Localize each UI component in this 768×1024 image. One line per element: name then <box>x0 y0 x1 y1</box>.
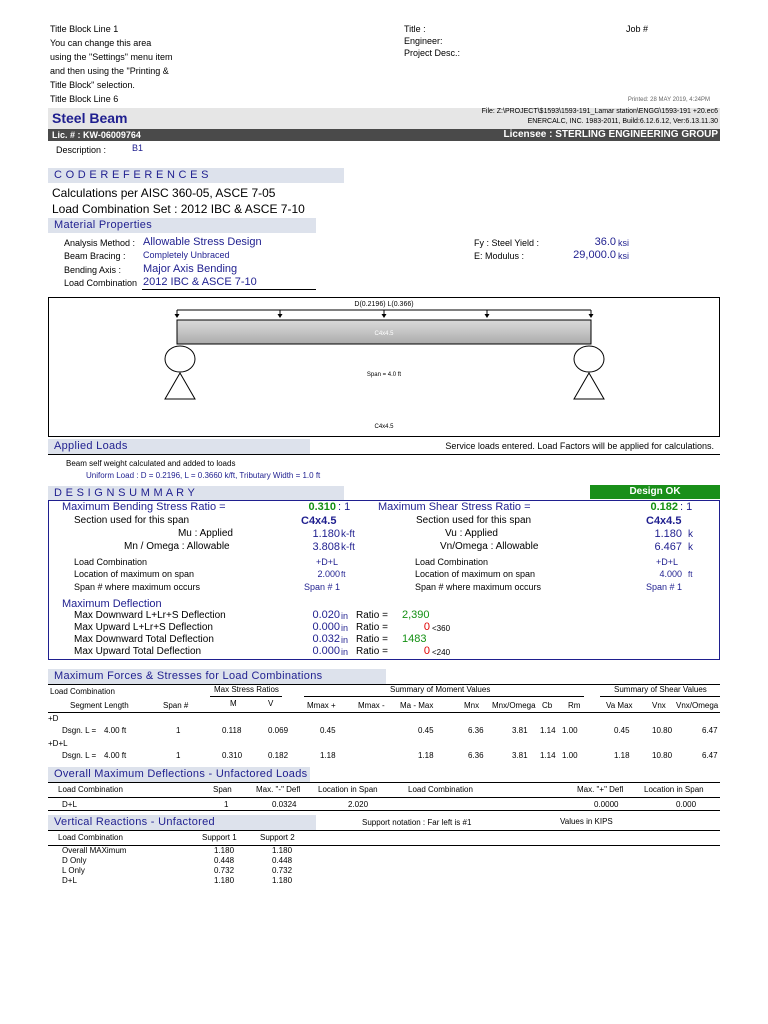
mu-unit: k-ft <box>341 529 355 540</box>
defl-row-max-pos: 0.0000 <box>594 800 619 809</box>
deflection-ratio-value: 1483 <box>402 633 427 645</box>
forces-col-mnx-omega: Mnx/Omega <box>492 701 536 710</box>
defl-col-location: Location in Span <box>318 785 378 794</box>
forces-col-mmax-minus: Mmax - <box>358 701 385 710</box>
defl-row-combination: D+L <box>62 800 77 809</box>
bending-axis-label: Bending Axis : <box>64 265 122 275</box>
deflection-unit: in <box>341 647 349 657</box>
forces-row-va-max: 1.18 <box>614 751 630 760</box>
deflection-ratio-label: Ratio = <box>356 622 388 633</box>
bending-ratio-suffix: : 1 <box>338 501 351 513</box>
reactions-row-support-2: 1.180 <box>272 876 293 885</box>
shear-section-used-value: C4x4.5 <box>646 515 682 527</box>
reactions-top-rule <box>48 830 720 831</box>
forces-col-segment: Segment Length <box>70 701 129 710</box>
forces-row-v: 0.182 <box>268 751 289 760</box>
right-support <box>574 346 604 399</box>
vu-value: 1.180 <box>654 528 682 540</box>
reactions-row-combination: D+L <box>62 876 77 885</box>
load-arrows <box>175 310 594 318</box>
fy-value: 36.0 <box>594 236 616 248</box>
defl-col-max-neg: Max. "-" Defl <box>256 785 301 794</box>
shear-location-label: Location of maximum on span <box>415 569 536 579</box>
title-block-line-5: Title Block" selection. <box>50 80 135 90</box>
deflections-top-rule <box>48 782 720 783</box>
beam-bracing-value: Completely Unbraced <box>143 250 230 260</box>
deflection-label: Max Downward Total Deflection <box>74 634 214 645</box>
fy-unit: ksi <box>618 238 629 248</box>
shear-location-value: 4.000 <box>659 569 682 579</box>
forces-row-ma-max: 1.18 <box>418 751 434 760</box>
section-label: C4x4.5 <box>374 424 394 430</box>
deflection-ratio-limit: <360 <box>432 624 451 633</box>
vu-label: Vu : Applied <box>444 528 498 539</box>
forces-row-length: 4.00 ft <box>104 751 127 760</box>
applied-loads-header <box>48 439 310 454</box>
reactions-row-support-1: 1.180 <box>214 846 235 855</box>
forces-col-rm: Rm <box>568 701 581 710</box>
reactions-row-combination: Overall MAXimum <box>62 846 127 855</box>
deflection-label: Max Upward L+Lr+S Deflection <box>74 622 213 633</box>
react-col-support-2: Support 2 <box>260 833 295 842</box>
code-references-line-2: Load Combination Set : 2012 IBC & ASCE 7-10 <box>52 202 305 216</box>
self-weight-note: Beam self weight calculated and added to loads <box>66 459 236 468</box>
deflection-label: Max Upward Total Deflection <box>74 646 202 657</box>
deflection-unit: in <box>341 611 349 621</box>
load-combination-label: Load Combination <box>64 278 138 288</box>
react-col-load-combination: Load Combination <box>58 833 123 842</box>
forces-row-vnx-omega: 6.47 <box>702 751 718 760</box>
vn-label: Vn/Omega : Allowable <box>440 541 539 552</box>
shear-section-used-label: Section used for this span <box>416 515 532 526</box>
forces-row-m: 0.310 <box>222 751 243 760</box>
forces-header-rule <box>48 712 720 713</box>
bending-location-label: Location of maximum on span <box>74 569 195 579</box>
deflection-ratio-limit: <240 <box>432 648 451 657</box>
design-ok-badge: Design OK <box>590 485 720 499</box>
defl-col-max-pos: Max. "+" Defl <box>577 785 624 794</box>
deflection-label: Max Downward L+Lr+S Deflection <box>74 610 226 621</box>
reactions-header-rule <box>48 845 720 846</box>
defl-col-load-combination-2: Load Combination <box>408 785 473 794</box>
beam-label: C4x4.5 <box>374 331 394 337</box>
shear-span-label: Span # where maximum occurs <box>415 582 542 592</box>
mn-value: 3.808 <box>312 541 340 553</box>
forces-col-vnx: Vnx <box>652 701 666 710</box>
project-desc-label: Project Desc.: <box>404 48 461 58</box>
forces-col-mmax-plus: Mmax + <box>307 701 336 710</box>
deflection-ratio-value: 0 <box>423 621 430 633</box>
forces-col-vnx-omega: Vnx/Omega <box>676 701 719 710</box>
forces-row-mnx-omega: 3.81 <box>512 751 528 760</box>
engineer-label: Engineer: <box>404 36 443 46</box>
support-notation: Support notation : Far left is #1 <box>362 818 472 827</box>
material-properties-title: Material Properties <box>54 219 153 231</box>
defl-col-span: Span <box>213 785 232 794</box>
forces-row-combination: +D+L <box>48 739 68 748</box>
defl-row-location: 2.020 <box>348 800 369 809</box>
forces-col-span: Span # <box>163 701 189 710</box>
shear-load-combination-value: +D+L <box>656 557 679 567</box>
printed-date: Printed: 28 MAY 2019, 4:24PM <box>627 97 710 103</box>
forces-row-length: 4.00 ft <box>104 726 127 735</box>
forces-row-cb: 1.14 <box>540 751 556 760</box>
forces-row-cb: 1.14 <box>540 726 556 735</box>
shear-load-combination-label: Load Combination <box>415 557 489 567</box>
max-deflection-title: Maximum Deflection <box>62 598 162 610</box>
job-label: Job # <box>626 24 649 34</box>
deflection-value: 0.020 <box>312 609 340 621</box>
reactions-row-support-2: 0.448 <box>272 856 293 865</box>
reactions-row-support-2: 1.180 <box>272 846 293 855</box>
title-block-line-2: You can change this area <box>50 38 152 48</box>
deflection-value: 0.032 <box>312 633 340 645</box>
deflections-header <box>48 767 310 782</box>
defl-row-span: 1 <box>224 800 229 809</box>
deflection-value: 0.000 <box>312 621 340 633</box>
analysis-method-label: Analysis Method : <box>64 238 136 248</box>
forces-row-v: 0.069 <box>268 726 289 735</box>
forces-row-span: 1 <box>176 751 181 760</box>
vn-value: 6.467 <box>654 541 682 553</box>
reactions-row-combination: L Only <box>62 866 85 875</box>
file-path: File: Z:\PROJECT\$1593\1593-191_Lamar station\ENGG\1593-191 +20.ec6 <box>481 108 718 115</box>
title-block-line-3: using the "Settings" menu item <box>50 52 173 62</box>
beam-diagram-svg <box>49 298 719 436</box>
e-modulus-label: E: Modulus : <box>474 251 525 261</box>
forces-col-v: V <box>268 699 274 708</box>
reactions-row-support-1: 0.732 <box>214 866 235 875</box>
applied-loads-note: Service loads entered. Load Factors will be applied for calculations. <box>445 441 714 451</box>
react-col-support-1: Support 1 <box>202 833 237 842</box>
deflection-ratio-value: 2,390 <box>402 609 430 621</box>
code-references-line-1: Calculations per AISC 360-05, ASCE 7-05 <box>52 186 276 200</box>
deflection-ratio-label: Ratio = <box>356 646 388 657</box>
forces-row-mmax-plus: 1.18 <box>320 751 336 760</box>
mu-value: 1.180 <box>312 528 340 540</box>
forces-col-mnx: Mnx <box>464 701 480 710</box>
applied-loads-rule <box>48 454 720 455</box>
deflection-ratio-label: Ratio = <box>356 610 388 621</box>
forces-moment-subrule <box>304 696 584 697</box>
forces-row-va-max: 0.45 <box>614 726 630 735</box>
deflections-header-rule <box>48 797 720 798</box>
bending-ratio-value: 0.310 <box>308 501 336 513</box>
page-title: Steel Beam <box>52 110 128 126</box>
load-label: D(0.2196) L(0.366) <box>354 301 414 308</box>
applied-loads-title: Applied Loads <box>54 440 128 452</box>
bending-load-combination-label: Load Combination <box>74 557 148 567</box>
deflections-bottom-rule <box>48 810 720 811</box>
forces-header <box>48 669 386 684</box>
forces-row-span: 1 <box>176 726 181 735</box>
title-label: Title : <box>404 24 426 34</box>
forces-row-segment: Dsgn. L = <box>62 751 97 760</box>
forces-row-m: 0.118 <box>222 726 242 735</box>
vn-unit: k <box>688 542 693 553</box>
material-properties-header <box>48 218 316 233</box>
bending-span-label: Span # where maximum occurs <box>74 582 201 592</box>
reactions-row-support-2: 0.732 <box>272 866 293 875</box>
bending-location-value: 2.000 <box>317 569 340 579</box>
forces-stress-subrule <box>210 696 282 697</box>
shear-location-unit: ft <box>688 570 693 579</box>
reactions-row-support-1: 1.180 <box>214 876 235 885</box>
defl-row-max-neg: 0.0324 <box>272 800 297 809</box>
fy-label: Fy : Steel Yield : <box>474 238 540 248</box>
deflection-value: 0.000 <box>312 645 340 657</box>
left-support <box>165 346 195 399</box>
title-block-line-6: Title Block Line 6 <box>50 94 119 104</box>
bending-location-unit: ft <box>341 570 346 579</box>
enercalc-build: ENERCALC, INC. 1983-2011, Build:6.12.6.12, Ver:6.13.11.30 <box>527 118 718 125</box>
load-combination-value: 2012 IBC & ASCE 7-10 <box>143 276 257 288</box>
description-value: B1 <box>132 143 144 153</box>
forces-row-vnx: 10.80 <box>652 751 673 760</box>
licensee: Licensee : STERLING ENGINEERING GROUP <box>503 129 718 140</box>
defl-col-load-combination: Load Combination <box>58 785 123 794</box>
title-block-line-4: and then using the "Printing & <box>50 66 169 76</box>
shear-span-value: Span # 1 <box>646 582 683 592</box>
reactions-title: Vertical Reactions - Unfactored <box>54 816 215 828</box>
deflection-unit: in <box>341 623 349 633</box>
code-references-title: C O D E R E F E R E N C E S <box>54 169 209 181</box>
reactions-row-support-1: 0.448 <box>214 856 235 865</box>
deflection-ratio-value: 0 <box>423 645 430 657</box>
forces-col-va-max: Va Max <box>606 701 633 710</box>
bending-load-combination-value: +D+L <box>316 557 339 567</box>
defl-col-location-2: Location in Span <box>644 785 704 794</box>
forces-row-rm: 1.00 <box>562 751 578 760</box>
shear-ratio-suffix: : 1 <box>680 501 693 513</box>
forces-col-shear-summary: Summary of Shear Values <box>614 685 707 694</box>
shear-ratio-label: Maximum Shear Stress Ratio = <box>378 501 531 513</box>
bending-span-value: Span # 1 <box>304 582 341 592</box>
reactions-row-combination: D Only <box>62 856 87 865</box>
bending-section-used-value: C4x4.5 <box>301 515 337 527</box>
forces-shear-subrule <box>600 696 720 697</box>
deflection-ratio-label: Ratio = <box>356 634 388 645</box>
forces-row-vnx-omega: 6.47 <box>702 726 718 735</box>
forces-row-segment: Dsgn. L = <box>62 726 97 735</box>
mu-label: Mu : Applied <box>177 528 233 539</box>
shear-ratio-value: 0.182 <box>650 501 678 513</box>
forces-col-ma-max: Ma - Max <box>400 701 434 710</box>
beam-diagram <box>48 297 720 437</box>
forces-row-mnx: 6.36 <box>468 751 484 760</box>
uniform-load: Uniform Load : D = 0.2196, L = 0.3660 k/ft, Tributary Width = 1.0 ft <box>86 471 321 480</box>
forces-row-mmax-plus: 0.45 <box>320 726 336 735</box>
values-in-kips: Values in KIPS <box>560 817 613 826</box>
e-modulus-value: 29,000.0 <box>573 249 616 261</box>
forces-row-ma-max: 0.45 <box>418 726 434 735</box>
e-modulus-unit: ksi <box>618 251 629 261</box>
forces-row-mnx-omega: 3.81 <box>512 726 528 735</box>
beam-bracing-label: Beam Bracing : <box>64 251 126 261</box>
forces-col-m: M <box>230 699 237 708</box>
code-references-header <box>48 168 344 183</box>
description-label: Description : <box>56 145 107 155</box>
design-summary-header <box>48 486 344 501</box>
analysis-method-value: Allowable Stress Design <box>143 236 262 248</box>
forces-row-combination: +D <box>48 714 59 723</box>
forces-col-moment-summary: Summary of Moment Values <box>390 685 491 694</box>
design-summary-title: D E S I G N S U M M A R Y <box>54 487 196 499</box>
span-label: Span = 4.0 ft <box>366 372 402 378</box>
license-number: Lic. # : KW-06009764 <box>52 130 141 140</box>
defl-row-location-2: 0.000 <box>676 800 697 809</box>
mn-unit: k-ft <box>341 542 355 553</box>
forces-row-vnx: 10.80 <box>652 726 673 735</box>
vu-unit: k <box>688 529 693 540</box>
title-block-line-1: Title Block Line 1 <box>50 24 119 34</box>
forces-row-mnx: 6.36 <box>468 726 484 735</box>
forces-col-max-stress: Max Stress Ratios <box>214 685 279 694</box>
forces-row-rm: 1.00 <box>562 726 578 735</box>
mn-label: Mn / Omega : Allowable <box>124 541 230 552</box>
forces-title: Maximum Forces & Stresses for Load Combinations <box>54 670 323 682</box>
forces-col-cb: Cb <box>542 701 553 710</box>
bending-section-used-label: Section used for this span <box>74 515 190 526</box>
bending-ratio-label: Maximum Bending Stress Ratio = <box>62 501 226 513</box>
material-underline <box>142 289 316 290</box>
reactions-header <box>48 815 316 830</box>
deflections-title: Overall Maximum Deflections - Unfactored Loads <box>54 768 308 780</box>
bending-axis-value: Major Axis Bending <box>143 263 238 275</box>
forces-col-load-combination: Load Combination <box>50 687 115 696</box>
deflection-unit: in <box>341 635 349 645</box>
